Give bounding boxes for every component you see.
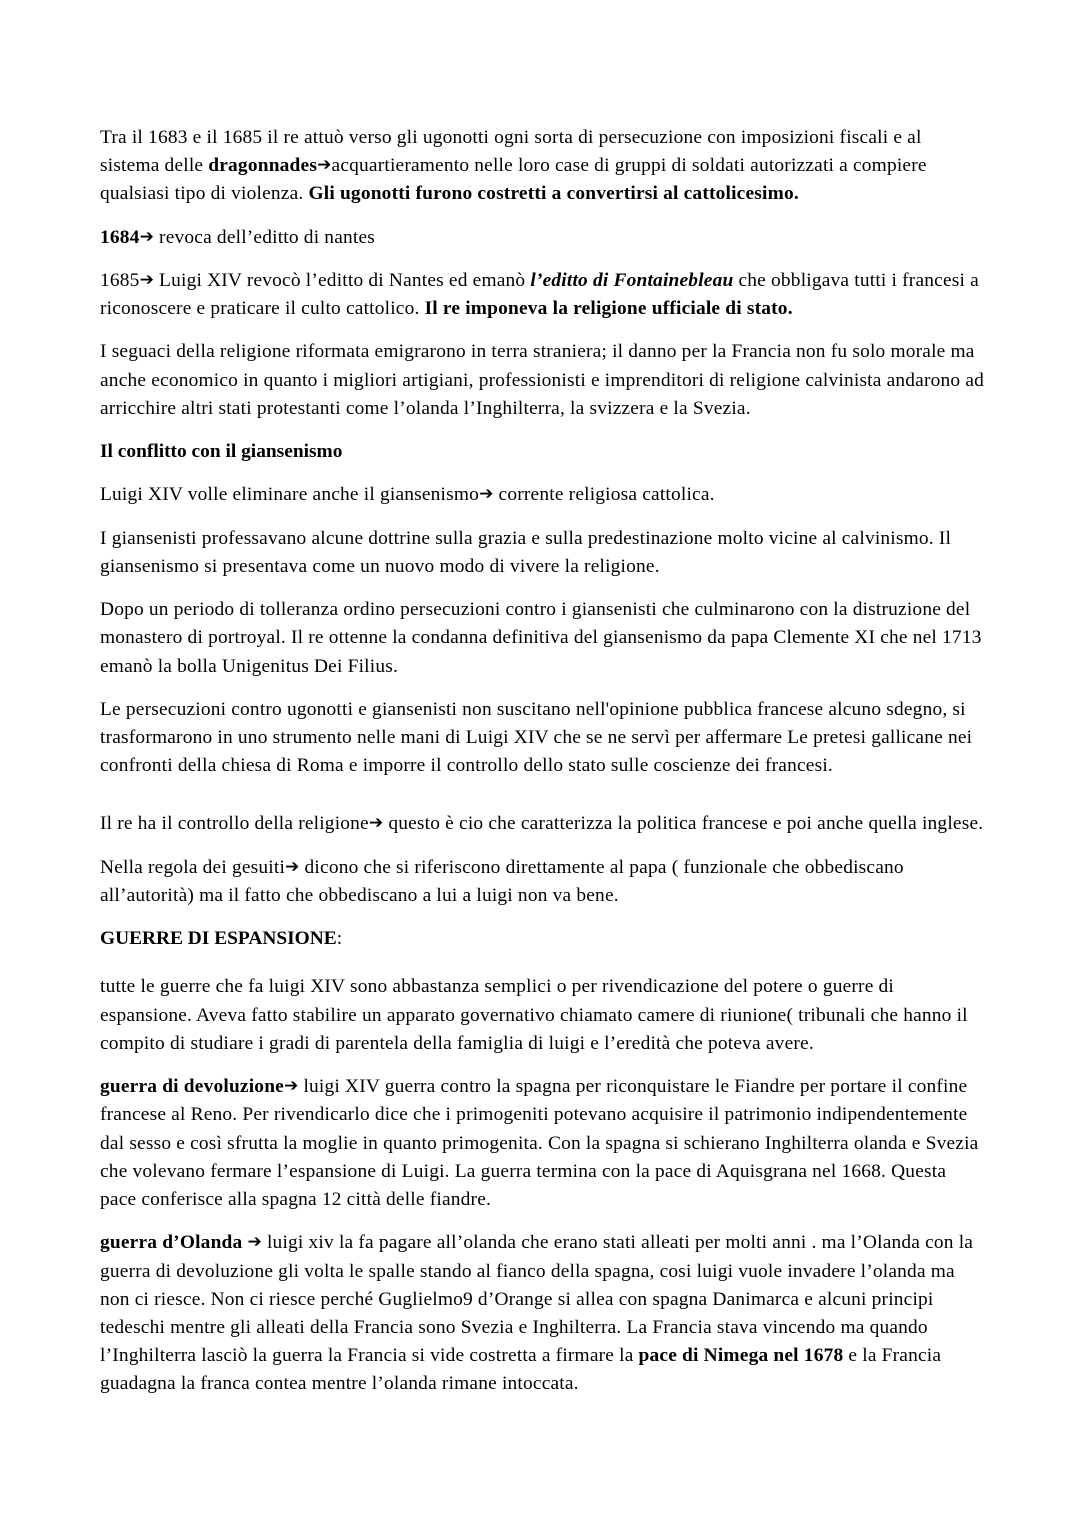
bold-run: guerra di devoluzione: [100, 1076, 284, 1098]
right-arrow-icon: ➔: [139, 269, 155, 290]
bold-run: dragonnades: [208, 155, 318, 177]
para-regola-gesuiti: [100, 854, 986, 910]
text-run: Il re ha il controllo della religione: [100, 813, 369, 835]
text-run: corrente religiosa cattolica.: [493, 484, 715, 506]
para-emigrazione-riformati: [100, 338, 986, 423]
para-persecuzione-ugonotti: [100, 124, 986, 209]
right-arrow-icon: ➔: [285, 856, 300, 877]
text-run: Dopo un periodo di tolleranza ordino persecuzioni contro i giansenisti che culminarono con la distruzione del monastero di portroyal. Il re ottenne la condanna definitiva del giansenismo da papa Clemente XI che nel 1713 emanò la bolla Unigenitus Dei Filius.: [100, 599, 982, 677]
text-run: Luigi XIV volle eliminare anche il giansenismo: [100, 484, 480, 506]
right-arrow-icon: ➔: [247, 1232, 262, 1253]
right-arrow-icon: ➔: [317, 155, 332, 176]
text-run: luigi XIV guerra contro la spagna per riconquistare le Fiandre per portare il confine francese al Reno. Per rivendicarlo dice che i primogeniti potevano acquisire il patrimonio indipendentemente dal sesso e così sfrutta la moglie in quanto primogenita. Con la spagna si schierano Inghilterra olanda e Svezia che volevano fermare l’espansione di Luigi. La guerra termina con la pace di Aquisgrana nel 1668. Questa pace conferisce alla spagna 12 città delle fiandre.: [100, 1076, 979, 1211]
document-text-body: [100, 124, 986, 1414]
text-run: e la Francia guadagna la franca contea mentre l’olanda rimane intoccata.: [100, 1345, 942, 1395]
bold-run: guerra d’Olanda: [100, 1232, 243, 1254]
para-giansenismo-corrente: [100, 481, 986, 509]
para-guerra-devoluzione: [100, 1073, 986, 1214]
text-run: Luigi XIV revocò l’editto di Nantes ed emanò: [154, 269, 531, 291]
bold-run: 1684: [100, 226, 140, 248]
text-run: :: [336, 928, 343, 950]
right-arrow-icon: ➔: [368, 813, 384, 834]
para-dottrine-grazia: [100, 525, 986, 581]
text-run: luigi xiv la fa pagare all’olanda che erano stati alleati per molti anni . ma l’Olanda con la guerra di devoluzione gli volta le spalle stando al fianco della spagna, cosi luigi vuole invadere l’olanda ma non ci riesce. Non ci riesce perché Guglielmo9 d’Orange si allea con spagna Danimarca e alcuni principi tedeschi mentre gli alleati della Francia sono Svezia e Inghilterra. La Francia stava vincendo ma quando l’Inghilterra lasciò la guerra la Francia si vide costretta a firmare la: [100, 1232, 974, 1367]
right-arrow-icon: ➔: [479, 484, 494, 505]
bold-run: pace di Nimega nel 1678: [638, 1345, 844, 1367]
para-1685-fontainebleau: [100, 267, 986, 323]
text-run: revoca dell’editto di nantes: [154, 226, 376, 248]
para-guerre-semplici: [100, 973, 986, 1058]
text-run: dicono che si riferiscono direttamente al papa ( funzionale che obbediscano all’autorità) ma il fatto che obbediscano a lui a luigi non va bene.: [100, 856, 904, 906]
bold-italic-run: l’editto di Fontainebleau: [530, 269, 734, 291]
text-run: Le persecuzioni contro ugonotti e giansenisti non suscitano nell'opinione pubblica francese alcuno sdegno, si trasformarono in uno strumento nelle mani di Luigi XIV che se ne servì per affermare Le pretesi gallicane nei confronti della chiesa di Roma e imporre il controllo dello stato sulle coscienze dei francesi.: [100, 698, 973, 777]
bold-run: GUERRE DI ESPANSIONE: [100, 928, 337, 950]
text-run: Nella regola dei gesuiti: [100, 856, 286, 878]
bold-run: Gli ugonotti furono costretti a convertirsi al cattolicesimo.: [308, 183, 799, 205]
text-run: Tra il 1683 e il 1685 il re attuò verso gli ugonotti ogni sorta di persecuzione con imposizioni fiscali e al sistema delle: [100, 127, 922, 177]
para-guerra-olanda: [100, 1229, 986, 1398]
text-run: questo è cio che caratterizza la politica francese e poi anche quella inglese.: [383, 813, 984, 835]
heading-conflitto-giansenismo: [100, 438, 986, 466]
text-run: che obbligava tutti i francesi a riconoscere e praticare il culto cattolico.: [100, 269, 979, 320]
text-run: I giansenisti professavano alcune dottrine sulla grazia e sulla predestinazione molto vicine al calvinismo. Il giansenismo si presentava come un nuovo modo di vivere la religione.: [100, 527, 952, 577]
bold-run: Il conflitto con il giansenismo: [100, 441, 343, 463]
para-controllo-religione: [100, 810, 986, 838]
bold-run: Il re imponeva la religione ufficiale di stato.: [424, 298, 793, 320]
heading-guerre-di-espansione: [100, 925, 986, 953]
right-arrow-icon: ➔: [283, 1076, 299, 1097]
right-arrow-icon: ➔: [139, 226, 155, 247]
para-1684-revoca: [100, 224, 986, 252]
para-portroyal-unigenitus: [100, 596, 986, 681]
text-run: I seguaci della religione riformata emigrarono in terra straniera; il danno per la Francia non fu solo morale ma anche economico in quanto i migliori artigiani, professionisti e imprenditori di religione calvinista andarono ad arricchire altri stati protestanti come l’olanda l’Inghilterra, la svizzera e la Svezia.: [100, 341, 985, 419]
para-persecuzioni-gallicane: [100, 696, 986, 781]
text-run: 1685: [100, 269, 140, 291]
text-run: acquartieramento nelle loro case di gruppi di soldati autorizzati a compiere qualsiasi tipo di violenza.: [100, 155, 927, 205]
text-run: tutte le guerre che fa luigi XIV sono abbastanza semplici o per rivendicazione del potere o guerre di espansione. Aveva fatto stabilire un apparato governativo chiamato camere di riunione( tribunali che hanno il compito di studiare i gradi di parentela della famiglia di luigi e l’eredità che poteva avere.: [100, 976, 968, 1054]
